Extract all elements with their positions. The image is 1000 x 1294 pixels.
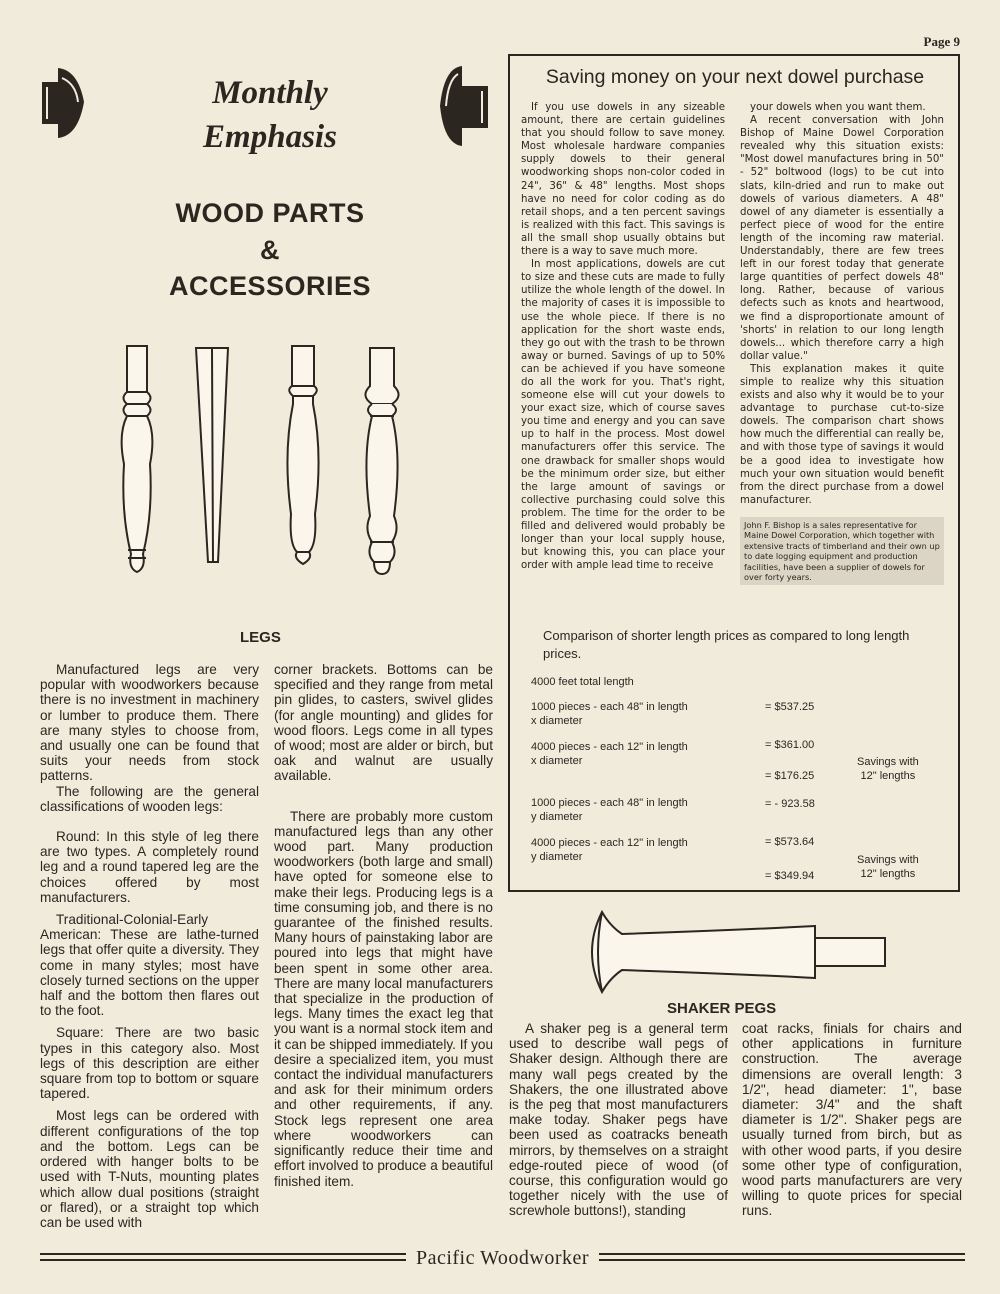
section-heading-line-2: & xyxy=(260,235,280,265)
dowel-column-2 xyxy=(740,101,944,585)
paragraph: A recent conversation with John Bishop of Maine Dowel Corporation revealed why this situation exists: "Most dowel manufactures bring in 50" - 52" boltwood (logs) to be cut into slats, kiln-dried and run to make out dowels of various diameters. A 48" dowel of any diameter is essentially a perfect piece of wood for the entire length of the incoming raw material. Understandably, there are few trees left in our forest today that generate large quantities of perfect dowels 48" long. Rather, because of various defects such as knots and heartwood, we find a disproportionate amount of 'shorts' in relation to our long length dowels... which therefore carry a high dollar value." xyxy=(740,115,944,362)
shaker-pegs-heading: SHAKER PEGS xyxy=(667,1000,777,1017)
dowel-column-1 xyxy=(521,101,725,572)
row-description: y diameter xyxy=(531,851,583,863)
turned-leg-illustration-2 xyxy=(283,344,323,568)
tapered-leg-illustration xyxy=(192,344,232,566)
legs-column-1 xyxy=(40,662,259,1230)
turned-leg-illustration-3 xyxy=(360,346,404,578)
section-heading-line-1: WOOD PARTS xyxy=(175,198,365,228)
row-price: = $573.64 xyxy=(765,836,815,848)
footer xyxy=(40,1244,965,1272)
paragraph: Traditional-Colonial-Early American: These are lathe-turned legs that offer quite a diversity. They come in many styles; most have closely turned sections on the upper half and the bottom then flares out to the foot. xyxy=(40,912,259,1019)
paragraph: Manufactured legs are very popular with woodworkers because there is no investment in machinery or lumber to produce them. There are many styles to choose from, and usually one can be found that suits your needs from stock patterns. xyxy=(40,662,259,784)
paragraph: This explanation makes it quite simple to realize why this situation exists and also why it would be to your advantage to purchase cut-to-size dowels. The comparison chart shows how much the differential can really be, and with those type of savings it would be a good idea to investigate how much your own situation would benefit from the direct purchase from a dowel manufacturer. xyxy=(740,363,944,506)
savings-note xyxy=(857,755,919,783)
comparison-title: Comparison of shorter length prices as compared to long length prices. xyxy=(543,628,910,661)
shaker-pegs-column-1 xyxy=(509,1021,728,1219)
comparison-row-desc xyxy=(531,836,741,864)
row-description: 1000 pieces - each 48" in length xyxy=(531,797,688,809)
row-price: = $176.25 xyxy=(765,770,815,782)
legs-column-2 xyxy=(274,662,493,1189)
savings-note xyxy=(857,853,919,881)
wood-knob-icon-right xyxy=(436,58,492,153)
paragraph: Round: In this style of leg there are two types. A completely round leg and a round tapered leg are the choices offered by most manufacturers. xyxy=(40,829,259,905)
paragraph: If you use dowels in any sizeable amount, there are certain guidelines that you should follow to save money. Most wholesale hardware companies supply dowels to their general woodworking shops non-color coded in 24", 36" & 48" lengths. Most shops have no need for color coding as do retail shops, and a ten percent savings is realized with this fact. This savings is all the small shop usually obtains but there is a way to save much more. xyxy=(521,102,725,258)
paragraph: Square: There are two basic types in this category also. Most legs of this description are either square from top to bottom or square tapered. xyxy=(40,1025,259,1102)
savings-note-line: Savings with xyxy=(857,854,919,866)
publication-name xyxy=(40,1247,965,1270)
paragraph: coat racks, finials for chairs and other applications in furniture construction. The average dimensions are overall length: 3 1/2", head diameter: 1", base diameter: 3/4" and the shaft diameter is 1/2". Shaker pegs are usually turned from birch, but as with other wood parts, if you desire some other type of configuration, wood parts manufacturers are very willing to quote prices for special runs. xyxy=(742,1021,962,1219)
paragraph: In most applications, dowels are cut to size and these cuts are made to fully utilize the whole length of the dowel. In the majority of cases it is impossible to use the whole piece. If there is no application for the short waste ends, they go out with the trash to be thrown away or burned. Savings of up to 50% can be achieved if you have someone do all the work for you. That's right, someone else will cut your dowels to your exact size, which of course saves you time and energy and you can save up to half in the process. Most dowel manufacturers offer this service. The one drawback for smaller shops would be the minimum order size, but either the large amount of savings or collective purchasing could solve this problem. The time for the order to be filled and delivered would probably be longer than your local supply house, but knowing this, you can place your order with ample lead time to receive xyxy=(521,259,725,572)
paragraph: The following are the general classifications of wooden legs: xyxy=(40,783,259,814)
paragraph: your dowels when you want them. xyxy=(750,102,926,113)
savings-note-line: 12" lengths xyxy=(860,868,916,880)
row-description: x diameter xyxy=(531,755,583,767)
comparison-subtitle: 4000 feet total length xyxy=(531,676,634,688)
row-price: = $537.25 xyxy=(765,701,815,713)
row-description: 4000 pieces - each 12" in length xyxy=(531,837,688,849)
row-description: 1000 pieces - each 48" in length xyxy=(531,701,688,713)
wood-knob-icon-left xyxy=(38,58,88,148)
dowel-article-title: Saving money on your next dowel purchase xyxy=(545,66,925,88)
masthead-line-1: Monthly xyxy=(212,75,328,111)
row-description: x diameter xyxy=(531,715,583,727)
turned-leg-illustration-1 xyxy=(118,344,156,576)
masthead-line-2: Emphasis xyxy=(203,119,337,155)
paragraph: corner brackets. Bottoms can be specified and they range from metal pin glides, to casters, swivel glides (for angle mounting) and glides for wood floors. Legs come in all types of wood; most are alder or birch, but oak and walnut are usually available. xyxy=(274,662,493,784)
paragraph: Most legs can be ordered with different configurations of the top and the bottom. Legs can be ordered with hanger bolts to be used with T-Nuts, mounting plates which allow dual positions (straight or flared), or a straight top which can be used with xyxy=(40,1108,259,1230)
row-price: = $349.94 xyxy=(765,870,815,882)
publication-name-text: Pacific Woodworker xyxy=(406,1247,599,1269)
page-number: Page 9 xyxy=(923,34,960,49)
paragraph: There are probably more custom manufactured legs than any other wood part. Many production woodworkers (both large and small) have opted for someone else to make their legs. Producing legs is a time consuming job, and there is no guarantee of the finished results. Many hours of painstaking labor are poured into legs that might have been spent in some other area. There are many local manufacturers that specialize in the production of legs. Many times the exact leg that you want is a normal stock item and it can be shipped immediately. If you desire a specialized item, you must contact the individual manufacturers and ask for their minimum orders and other requirements, if any. Stock legs represent one area where woodworkers can significantly reduce their time and effort involved to produce a beautiful finished item. xyxy=(274,808,493,1189)
row-description: y diameter xyxy=(531,811,583,823)
author-byline: John F. Bishop is a sales representative for Maine Dowel Corporation, which together with extensive tracts of timberland and their own up to date logging equipment and production facilities, have been a supplier of dowels for over forty years. xyxy=(740,517,944,585)
savings-note-line: Savings with xyxy=(857,756,919,768)
comparison-row-desc xyxy=(531,740,741,768)
comparison-row-desc xyxy=(531,700,741,728)
row-description: 4000 pieces - each 12" in length xyxy=(531,741,688,753)
shaker-peg-illustration xyxy=(580,908,895,996)
legs-heading: LEGS xyxy=(240,629,281,646)
section-heading-line-3: ACCESSORIES xyxy=(168,271,372,301)
row-price: = $361.00 xyxy=(765,739,815,751)
comparison-row-desc xyxy=(531,796,741,824)
shaker-pegs-column-2 xyxy=(742,1021,962,1219)
savings-note-line: 12" lengths xyxy=(860,770,916,782)
paragraph: A shaker peg is a general term used to describe wall pegs of Shaker design. Although there are many wall pegs created by the Shakers, the one illustrated above is the peg that most manufacturers make today. Shaker pegs have been used as coatracks beneath mirrors, by themselves on a straight edge-routed piece of wood (of course, this configuration would go together nicely with the use of screwhole buttons!), standing xyxy=(509,1021,728,1219)
row-price: = - 923.58 xyxy=(765,798,815,810)
